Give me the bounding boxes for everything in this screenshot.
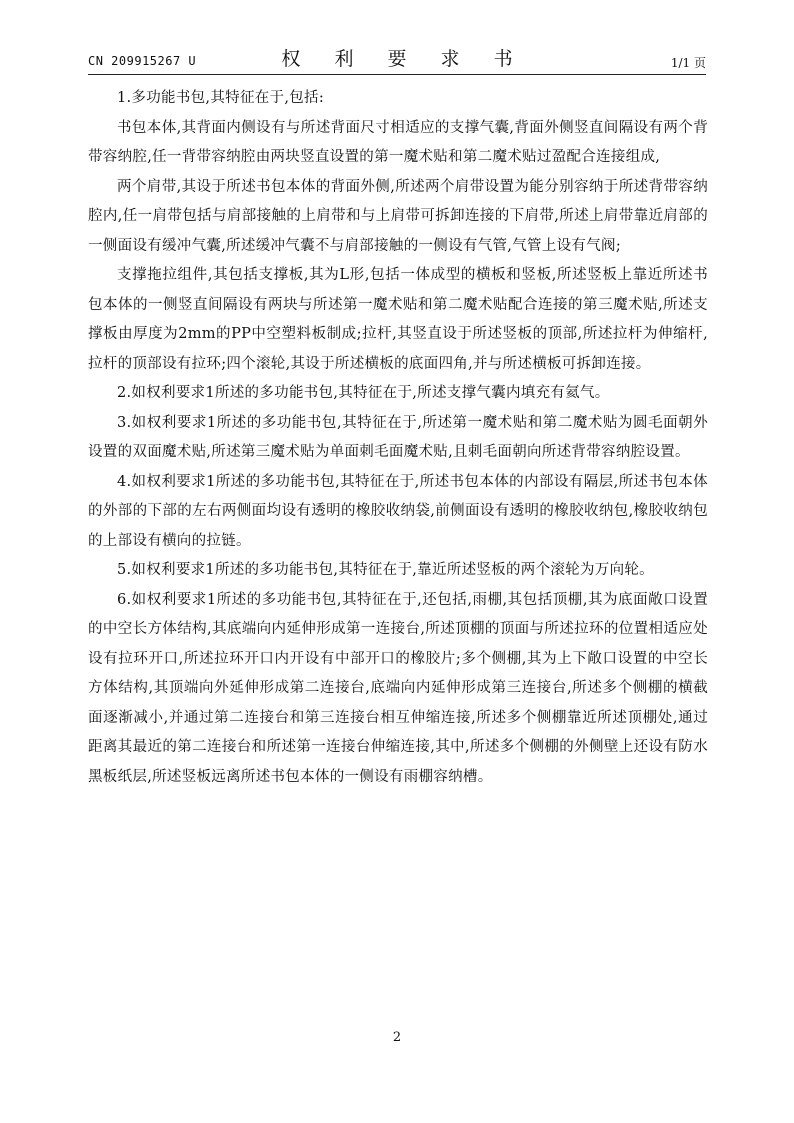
claim-1-intro: 1.多功能书包,其特征在于,包括: <box>117 90 325 106</box>
page-indicator: 1/1 页 <box>670 56 706 70</box>
claim-6: 6.如权利要求1所述的多功能书包,其特征在于,还包括,雨棚,其包括顶棚,其为底面敞口设置的中空长方体结构,其底端向内延伸形成第一连接台,所述顶棚的顶面与所述拉环的位置相适应处设有拉环开口,所述拉环开口内开设有中部开口的橡胶片;多个侧棚,其为上下敞口设置的中空长方体结构,其顶端向外延伸形成第二连接台,底端向内延伸形成第三连接台,所述多个侧棚的横截面逐渐减小,并通过第二连接台和第三连接台相互伸缩连接,所述多个侧棚靠近所述顶棚处,通过距离其最近的第二连接台和所述第一连接台伸缩连接,其中,所述多个侧棚的外侧壁上还设有防水黑板纸层,所述竖板远离所述书包本体的一侧设有雨棚容纳槽。 <box>88 591 708 785</box>
claims-body <box>88 84 708 792</box>
claim-2: 2.如权利要求1所述的多功能书包,其特征在于,所述支撑气囊内填充有氦气。 <box>117 385 610 401</box>
page-number: 2 <box>392 1030 402 1045</box>
claim-5: 5.如权利要求1所述的多功能书包,其特征在于,靠近所述竖板的两个滚轮为万向轮。 <box>117 562 654 578</box>
claim-1-backpack-body: 书包本体,其背面内侧设有与所述背面尺寸相适应的支撑气囊,背面外侧竖直间隔设有两个背带容纳腔,任一背带容纳腔由两块竖直设置的第一魔术贴和第二魔术贴过盈配合连接组成, <box>88 119 708 165</box>
claim-1-shoulder-straps: 两个肩带,其设于所述书包本体的背面外侧,所述两个肩带设置为能分别容纳于所述背带容纳腔内,任一肩带包括与肩部接触的上肩带和与上肩带可拆卸连接的下肩带,所述上肩带靠近肩部的一侧面设有缓冲气囊,所述缓冲气囊不与肩部接触的一侧设有气管,气管上设有气阀; <box>88 178 708 254</box>
document-title: 权 利 要 求 书 <box>281 48 527 70</box>
header-rule <box>88 74 706 75</box>
page-header <box>88 44 706 74</box>
claim-4: 4.如权利要求1所述的多功能书包,其特征在于,所述书包本体的内部设有隔层,所述书包本体的外部的下部的左右两侧面均设有透明的橡胶收纳袋,前侧面设有透明的橡胶收纳包,橡胶收纳包的上部设有横向的拉链。 <box>88 473 708 549</box>
publication-number: CN 209915267 U <box>88 54 197 68</box>
claim-3: 3.如权利要求1所述的多功能书包,其特征在于,所述第一魔术贴和第二魔术贴为圆毛面朝外设置的双面魔术贴,所述第三魔术贴为单面刺毛面魔术贴,且刺毛面朝向所述背带容纳腔设置。 <box>88 414 708 460</box>
claim-1-support-pull-assembly: 支撑拖拉组件,其包括支撑板,其为L形,包括一体成型的横板和竖板,所述竖板上靠近所述书包本体的一侧竖直间隔设有两块与所述第一魔术贴和第二魔术贴配合连接的第三魔术贴,所述支撑板由厚度为2mm的PP中空塑料板制成;拉杆,其竖直设于所述竖板的顶部,所述拉杆为伸缩杆,拉杆的顶部设有拉环;四个滚轮,其设于所述横板的底面四角,并与所述横板可拆卸连接。 <box>88 267 708 372</box>
